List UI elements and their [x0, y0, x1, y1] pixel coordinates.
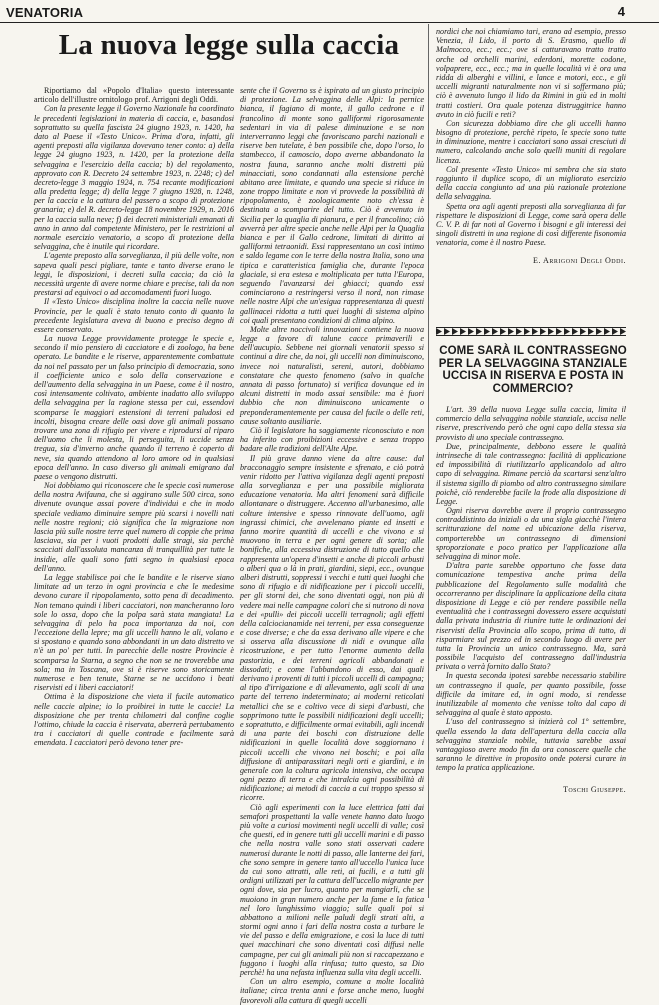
paragraph: Riportiamo dal «Popolo d'Italia» questo interessante articolo dell'illustre ornitologo prof. Arrigoni degli Oddi.	[34, 86, 234, 105]
article-title: La nuova legge sulla caccia	[58, 29, 400, 61]
paragraph: sente che il Governo ss è ispirato ad un giusto principio di protezione. La selvaggina delle Alpi: la pernice bianca, il fagiano di monte, il gallo cedrone e il francolino di monte sono galliformi rigorosamente sedentari in via di palese diminuzione e se non interverranno leggi che favoriscano parchi nazionali e riserve ben tutelate, è ben possibile che, dopo l'orso, lo stambecco, il camoscio, dopo averne abbandonato la nostra fauna, saranno anche molti distretti più minacciati, sono condannati alla estensione perchè abitano aree limitate, e quando una specie si riduce in zone troppo limitate e non vi provvede la possibilità di ripopolamento, è zoologicamente noto ch'essa è destinata a scomparire del tutto. Ciò è avvenuto in Sicilia per la quaglia di pianura, e per il francolino; ciò avverrà per altre specie anche nelle Alpi per la Quaglia bianca e per il Gallo cedrone, limitati di diritto ai galliformi tetraonidi. Essi rappresentano un così intimo e saldo legame con le terre della nostra Italia, sono una tipica e caratteristica famiglia che, durante l'epoca glaciale, si era estesa e moltiplicata per tutta l'Europa, seguendo l'avanzarsi dei ghiacci; quando essi cominciarono a restringersi verso il nord, non rimase nelle nostre Alpi che un'esigua rappresentanza di questi gallinacei ridotta a tutti quei luoghi di sistema alpino coi quali presentano condizioni di clima alpino.	[240, 86, 424, 325]
ornamental-divider	[436, 327, 626, 336]
article-2-body	[436, 405, 626, 898]
header-rule	[0, 22, 659, 23]
paragraph: Ogni riserva dovrebbe avere il proprio contrassegno contraddistinto da iniziali o da una sigla giacchè l'intera scritturazione del nome ed ubicazione della riserva, comporterebbe un contrassegno di dimensioni sproporzionate e poco pratico per l'applicazione alla selvaggina di minor mole.	[436, 506, 626, 561]
paragraph: La nuova Legge provvidamente protegge le specie e, secondo il mio pensiero di cacciatore e di zoologo, ha bene operato. Le bandite e le riserve, apparentemente combattute da noi nel passato per un falso principio di democrazia, sono il coefficiente unico e solo della conservazione e dell'aumento della selvaggina in un Paese, come è il nostro, così intensamente coltivato, ambiente inadatto allo sviluppo della selvaggina per la ragione stessa per cui, essendovi scomparse le maggiori estensioni di terreni paludosi ed incolti, bisogna creare delle oasi dove gli animali possano trovare una zona di rifugio per vivere e riprodursi al riparo dell'uomo che li molesta, li perseguita, li uccide senza tregua, sia d'inverno anche quando il terreno è coperto di neve, sia quando attendono al loro amore od in qualsiasi epoca dell'anno. In caso diverso gli animali emigrano dal paese o vengono distrutti.	[34, 334, 234, 481]
article-column-2	[240, 86, 424, 1005]
paragraph: Con sicurezza dobbiamo dire che gli uccelli hanno bisogno di protezione, perchè ripeto, le specie sono tutte in diminuzione, mentre i cacciatori sono assai cresciuti di numero, calcolando anche solo quelli muniti di regolare licenza.	[436, 118, 626, 165]
paragraph: Noi dobbiamo qui riconoscere che le specie così numerose della nostra Avifauna, che si aggirano sulle 500 circa, sono divenute ovunque assai povere d'individui e che in modo speciale vediamo diminuire sempre più scarsi i novelli nati nelle nostre regioni; ciò significa che la migrazione non lascia più sulle nostre terre quel numero di coppie che prima lasciava, sia per i vuoti prodotti dalle stragi, sia perchè scacciati dall'assoluta mancanza di tranquillità per tutte le insidie, alle quali sono fatti segno in qualsiasi epoca dell'anno.	[34, 481, 235, 573]
paragraph: Ottima è la disposizione che vieta il fucile automatico nelle caccie alpine; io lo proibirei in tutte le caccie! La disposizione che per trenta chilometri dal confine coglie l'ottimo, chiude la caccia è riservata, aberrerà pertubamento tra i cacciatori di quelle contrade e facilmente sarà emendata. I cacciatori però devono tener pre-	[34, 692, 234, 748]
article-column-1	[34, 86, 234, 898]
paragraph: L'uso del contrassegno si inizierà col 1° settembre, quella essendo la data dell'apertura della caccia alla selvaggina stanziale nobile, tuttavia sarebbe assai vantaggioso avere modo fin da ora conoscere quelle che saranno le direttive in proposito onde potersi curare in tempo la pratica applicazione.	[436, 717, 626, 773]
article-title-2: COME SARÀ IL CONTRASSEGNO PER LA SELVAGGINA STANZIALE UCCISA IN RISERVA E POSTA IN COMMERCIO?	[438, 345, 628, 395]
paragraph: nordici che noi chiamiamo tari, erano ad esempio, presso Venezia, il Lido, il porto di S. Erasmo, quello di Malmocco, ecc.; ecc.; ove si catturavano tratto tratto orche od orchelli marini, ederdoni, morette codone, volpaprere, ecc., ecc.; ma in quelle località vi è ora una ridda di alberghi e villini, e lance e motori, ecc., e gli uccelli migranti naturalmente non vi si soffermano più; ciò è avvenuto lungo il lido da Rimini in giù ed in molti tratti costieri. Ora quale potenza distruggitrice hanno avuto in ciò fucili e reti?	[436, 27, 626, 119]
author-signature-2: Toschi Giuseppe.	[563, 784, 626, 794]
paragraph: Ciò il legislatore ha saggiamente riconosciuto e non ha inferito con proibizioni eccessive e senza troppo badare alle tradizioni dell'Alte Alpe.	[240, 425, 424, 454]
paragraph: L'art. 39 della nuova Legge sulla caccia, limita il commercio della selvaggina nobile stanziale, uccisa nelle riserve, prescrivendo però che ogni capo della stessa sia provvisto di uno speciale contrassegno.	[436, 405, 626, 442]
paragraph: Spetta ora agli agenti preposti alla sorveglianza di far rispettare le disposizioni di Legge, come sarà opera delle C. V. P. di far noti al Governo i bisogni e gli interessi dei singoli distretti in una regione di così differente fisonomia venatoria, come è il nostro Paese.	[436, 201, 626, 248]
page-header	[0, 2, 659, 24]
paragraph: Il «Testo Unico» disciplina inoltre la caccia nelle nuove Provincie, per le quali è stato tenuto conto di quanto la precedente legislatura aveva di buono e preciso degno di essere conservato.	[34, 297, 234, 334]
paragraph: Due, principalmente, debbono essere le qualità intrinseche di tale contrassegno: facilità di applicazione ed impossibilità di riutilizzarlo applicandolo ad altro capo di selvaggina. Rimane perciò da scartarsi senz'altro il sistema sigillo di piombo od altro contrassegno similare poichè, ciò renderebbe facile la frode alla disposizione di Legge.	[436, 441, 626, 506]
paragraph: Con la presente legge il Governo Nazionale ha coordinato le precedenti legislazioni in materia di caccia, e, basandosi soprattutto su quella fascista 24 giugno 1923, n. 1420, ha dato al Paese il «Testo Unico». Prima d'ora, infatti, gli agenti preposti alla vigilanza dovevano tener conto: a) della legge 24 giugno 1923, n. 1420, per la protezione della selvaggina e l'esercizio della caccia; b) del regolamento, approvato con R. Decreto 24 settembre 1923, n. 2248; c) del decreto-legge 3 maggio 1924, n. 754 recante modificazioni alla predetta legge; d) della legge 7 giugno 1928, n. 1248, per la caccia e la cattura del passero a scopo di protezione granaria; e) del R. decreto-legge 18 novembre 1929, n. 2016 per la caccia sulla neve; f) dei decreti ministeriali emanati di anno in anno dal competente Ministero, per le restrizioni al normale esercizio venatorio, a scopo di protezione della selvaggina, che è inutile qui ricordare.	[34, 104, 234, 252]
column-divider	[428, 24, 429, 898]
paragraph: In questa seconda ipotesi sarebbe necessario stabilire un contrassegno il quale, per quanto possibile, fosse difficile da imitare ed, in ogni modo, si rendesse inutilizzabile al momento che venisse tolto dal capo di selvaggina al quale è stato apposto.	[436, 671, 626, 718]
author-signature: E. Arrigoni Degli Oddi.	[533, 255, 626, 265]
paragraph: L'agente preposto alla sorveglianza, il più delle volte, non sapeva quali pesci pigliare, tante e tanto diverse erano le leggi, le disposizioni, i decreti sulla caccia; da ciò la necessità urgente di avere norme chiare e precise, tali da non prestarsi ad equivoci o ad accomodamenti fuori luogo.	[34, 251, 234, 298]
paragraph: Con un altro esempio, comune a molte località italiane; circa trenta anni e forse anche meno, luoghi favorevoli alla cattura di quegli uccelli	[240, 977, 424, 1005]
paragraph: Col presente «Testo Unico» mi sembra che sia stato raggiunto il duplice scopo, di un migliorato esercizio della caccia congiunto ad una più razionale protezione della selvaggina.	[436, 164, 626, 202]
article-column-3	[436, 27, 626, 325]
paragraph: Ciò agli esperimenti con la luce elettrica fatti dai semafori prospettanti la valle venete hanno dato luogo più volte a curiosi movimenti negli uccelli di valle; così che questi, ed in genere tutti gli uccelli marini e di passo che nella nostra valle sono stati osservati cadere numerosi durante le notti di passo, alle lanterne dei fari, che sono sempre in genere tanto all'uccello l'unica luce da cui sono attratti, alle reti, ai fucili, e a tutti gli ordigni utilizzati per la cattura dell'uccello migrante per ogni dove, sia per lucro, quanto per mangiarli, che se muoiono in gran numero anche per la fame e la fatica nel loro lunghissimo viaggio; sulle quali poi si abbattono a milioni nelle paludi degli strati alti, a stormi ogni anno i fari della nostra costa a turbare le vie del passo e della emigrazione, e così la luce di tutti quei macchinari che sono diventati così diffusi nelle campagne, per cui gli animali più non si raccapezzano e fuggono i luoghi alla rinfusa; tutto questo, sa Dio perchè! ha una nefasta influenza sulla vita degli uccelli.	[240, 802, 424, 977]
section-title: VENATORIA	[6, 5, 84, 20]
page-number: 4	[617, 4, 625, 19]
paragraph: La legge stabilisce poi che le bandite e le riserve siano limitate ad un terzo in ogni provincia e che le medesime devono curare il ripopolamento, sotto pena di decadimento. Non temano quindi i liberi cacciatori, non mancheranno loro sole lo ossa, dopo che la polpa sarà stata mangiata! La selvaggina di pelo ha poca importanza da noi, con l'eccezione della lepre; ma gli uccelli hanno le ali, volano e si spostano e quando sono abbondanti in un dato distretto ve n'è un po' per tutti. In parecchie delle nostre Provincie è scomparsa la Starna, a segno che non se ne troverebbe una sola; ma in Toscana, ove si è riserve sono storicamente numerose e ben tenute, Starne se ne uccidono i beati riservisti ed i liberi cacciatori!	[34, 572, 234, 693]
paragraph: Molte altre noccivoli innovazioni contiene la nuova legge a favore di talune cacce primaverili e dell'aucupio. Sebbene nei giornali venatorii spesso si continui a dire che, da noi, gli uccelli non diminuiscono, invece noi naturalisti, sereni, autori, dobbiamo constatare che questo fenomeno (salvo in qualche annata di passo fortunato) si verifica dovunque ed in alcuni distretti in modo assai sensibile: ma è fuori dubbio che non diminuiscono unicamente o preponderamentemente per causa del fucile o delle reti, cause soltanto ausiliarie.	[240, 324, 424, 426]
paragraph: D'altra parte sarebbe opportuno che fosse data comunicazione tempestiva anche prima della pubblicazione del Regolamento sulle modalità che occorreranno per disciplinare la applicazione della citata disposizione di Legge e ciò per rendere possibile nella eventualità che i contrassegni dovessero essere acquistati dalla privata industria di riunire tutte le ordinazioni dei riservisti della Provincia allo scopo, prima di tutto, di risparmiare sul prezzo ed in secondo luogo di avere per tutta la Provincia un unico contrassegno. Ma, sarà possibile l'acquisto del contrassegno dall'industria privata o verrà fornito dallo Stato?	[436, 561, 626, 672]
paragraph: Il più grave danno viene da altre cause: dal bracconaggio sempre insistente e sfrenato, e ciò potrà venir ridotto per l'attiva vigilanza degli agenti preposti alla sorveglianza e per una possibile migliorata educazione venatoria. Ma altri fenomeni sarà difficile allontanare o distruggere. Accenno all'urbanesimo, alle colture intensive e spesso rinnovate dell'uomo, agli ingrassi chimici, che avvelenano piante ed insetti e fanno morire quantità di uccelli e che vivono e si muovono in terra e per ogni genere di sorta; alle bonifiche, alla eccessiva distruzione di tutto quello che rappresenta un'opera d'insetti e anche di piccoli arbusti o alberi qua o là in prati, giardini, siepi, ecc., ovunque alberi distrutti, soppressi i vecchi e tutti quei luoghi che sono di rifugio e di nidificazione per i piccoli uccelli, per gli storni dei, che sono diventati oggi, non più di vedere mai nelle campagne colori che si nutrono di nova e dei «pulli» dei piccoli uccelli terragnoli; agli effetti della calciocianamide nei terreni, per essa conseguenze e cose diverse; e che da essa derivano alle vipere e che si osserva alla discussione di nidi e ovunque alla ricostruzione, e per tutto l'enorme aumento della pastorizia, e dei terreni agricoli abbandonati e dissodati; e come l'abbandono di esso, dai quali derivano i proventi di tutti i piccoli uccelli di campagna; al tipo d'irrigazione e di allevamento, agli scoli di una parte del terreno indeterminato; ai moderni reticolati metallici che se e coltivo vece di siepi d'arbusti, che sopprimono tutte le possibili nidificazioni degli uccelli; e soprattutto, e difficilmente ormai evitabili, agli incendi di una parte dei boschi con distruzione delle nidificazioni in quelle località dove soggiornano i piccoli uccelli che vivono nei boschi; e poi alla diffusione di antiparassitari negli orti e giardini, e in generale con la coltura agricola intensiva, che occupa ogni pezzo di terra e che intralcia ogni possibilità di nidificazione; ai metodi di caccia a cui troppo spesso si ricorre.	[240, 453, 424, 803]
